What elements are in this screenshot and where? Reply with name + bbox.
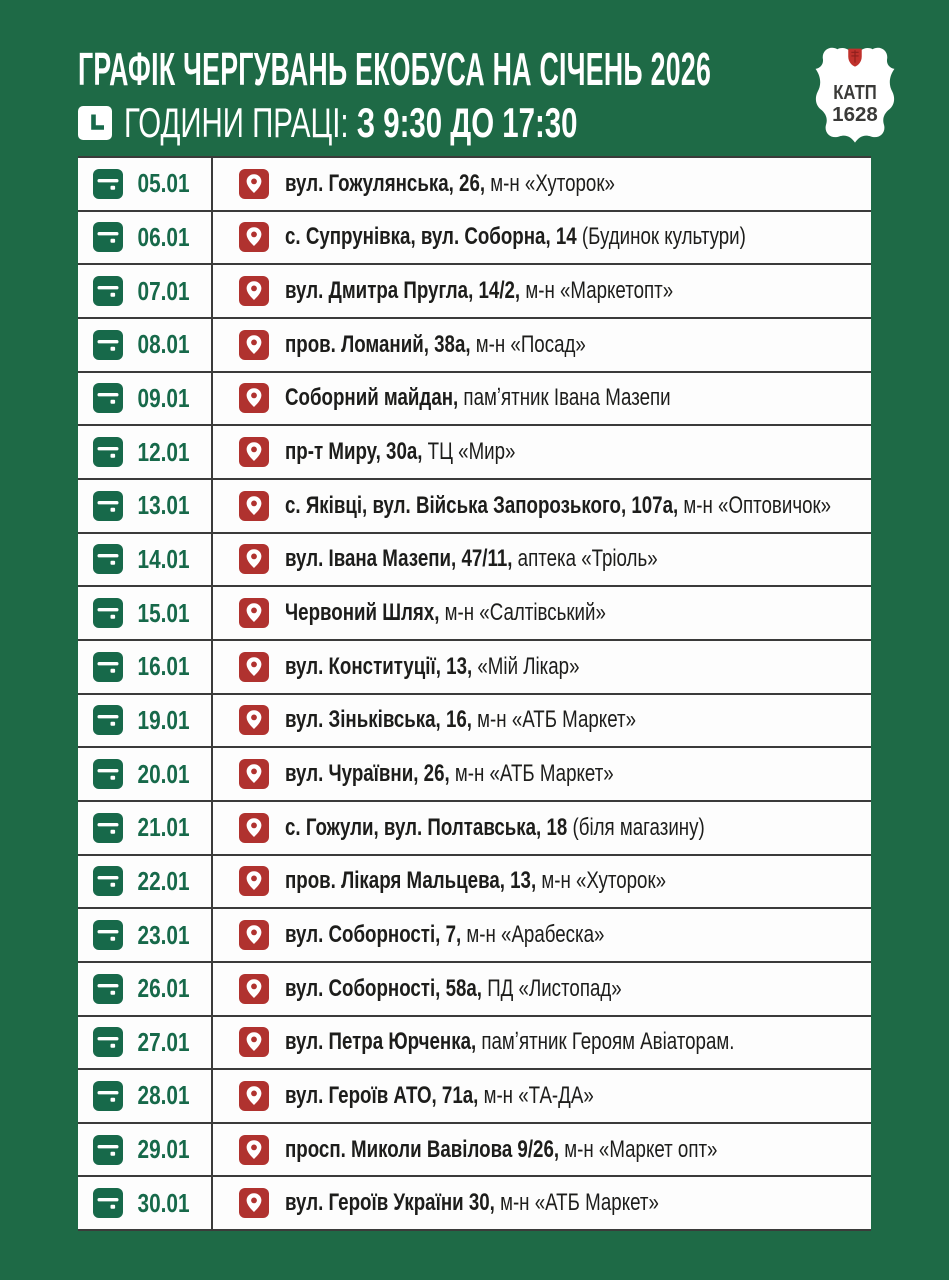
calendar-icon (93, 920, 123, 950)
location-landmark: м-н «Салтівський» (439, 599, 606, 627)
location-pin-icon (239, 222, 269, 252)
work-hours-value: З 9:30 ДО 17:30 (356, 99, 578, 146)
schedule-row (78, 426, 871, 480)
calendar-icon (93, 866, 123, 896)
location-cell (213, 695, 871, 747)
date-cell (78, 1177, 213, 1229)
duty-location (285, 653, 580, 681)
duty-date: 23.01 (137, 919, 190, 950)
location-address: вул. Конституції, 13, (285, 652, 473, 680)
location-landmark: м-н «Маркетопт» (520, 277, 674, 305)
date-cell (78, 534, 213, 586)
duty-date: 05.01 (137, 168, 190, 199)
calendar-icon (93, 974, 123, 1004)
location-address: вул. Героїв АТО, 71а, (285, 1081, 479, 1109)
schedule-row (78, 373, 871, 427)
location-pin-icon (239, 598, 269, 628)
location-pin-icon (239, 652, 269, 682)
location-landmark: (біля магазину) (567, 813, 705, 841)
duty-location (285, 867, 666, 895)
location-pin-icon (239, 1081, 269, 1111)
badge-number-text: 1628 (832, 102, 878, 126)
duty-location (285, 331, 586, 359)
location-pin-icon (239, 759, 269, 789)
location-pin-icon (239, 974, 269, 1004)
calendar-icon (93, 544, 123, 574)
location-pin-icon (239, 1135, 269, 1165)
schedule-row (78, 212, 871, 266)
calendar-icon (93, 276, 123, 306)
location-address: вул. Івана Мазепи, 47/11, (285, 545, 513, 573)
schedule-row (78, 319, 871, 373)
duty-date: 30.01 (137, 1187, 190, 1218)
location-address: с. Яківці, вул. Війська Запорозького, 107а, (285, 491, 679, 519)
location-address: пров. Ломаний, 38а, (285, 330, 471, 358)
schedule-row (78, 1177, 871, 1231)
duty-date: 13.01 (137, 490, 190, 521)
location-landmark: памʼятник Івана Мазепи (458, 384, 671, 412)
duty-location (285, 1136, 717, 1164)
location-landmark: м-н «Маркет опт» (559, 1135, 718, 1163)
calendar-icon (93, 1188, 123, 1218)
duty-date: 09.01 (137, 382, 190, 413)
duty-location (285, 975, 622, 1003)
calendar-icon (93, 222, 123, 252)
location-address: просп. Миколи Вавілова 9/26, (285, 1135, 560, 1163)
duty-location (285, 170, 615, 198)
badge-org-text: КАТП (833, 81, 877, 104)
calendar-icon (93, 1135, 123, 1165)
location-landmark: м-н «АТБ Маркет» (494, 1189, 659, 1217)
schedule-row (78, 963, 871, 1017)
schedule-row (78, 856, 871, 910)
location-cell (213, 158, 871, 210)
duty-date: 28.01 (137, 1080, 190, 1111)
duty-date: 20.01 (137, 758, 190, 789)
location-landmark: памʼятник Героям Авіаторам. (476, 1028, 735, 1056)
location-landmark: м-н «Хуторок» (485, 169, 615, 197)
location-pin-icon (239, 813, 269, 843)
location-pin-icon (239, 705, 269, 735)
location-address: пров. Лікаря Мальцева, 13, (285, 867, 537, 895)
duty-date: 14.01 (137, 543, 190, 574)
schedule-row (78, 534, 871, 588)
location-landmark: ТЦ «Мир» (422, 438, 516, 466)
location-cell (213, 534, 871, 586)
location-cell (213, 373, 871, 425)
calendar-icon (93, 169, 123, 199)
date-cell (78, 748, 213, 800)
duty-location (285, 921, 604, 949)
location-address: с. Гожули, вул. Полтавська, 18 (285, 813, 568, 841)
date-cell (78, 319, 213, 371)
location-landmark: м-н «Хуторок» (536, 867, 667, 895)
calendar-icon (93, 1027, 123, 1057)
location-landmark: аптека «Тріоль» (512, 545, 658, 573)
location-cell (213, 748, 871, 800)
calendar-icon (93, 705, 123, 735)
calendar-icon (93, 330, 123, 360)
location-cell (213, 480, 949, 532)
location-address: вул. Дмитра Пругла, 14/2, (285, 277, 521, 305)
date-cell (78, 802, 213, 854)
date-cell (78, 480, 213, 532)
date-cell (78, 1070, 213, 1122)
location-pin-icon (239, 544, 269, 574)
date-cell (78, 265, 213, 317)
duty-date: 26.01 (137, 973, 190, 1004)
location-cell (213, 587, 871, 639)
date-cell (78, 641, 213, 693)
duty-location (285, 1028, 734, 1056)
location-address: с. Супрунівка, вул. Соборна, 14 (285, 223, 577, 251)
duty-location (285, 438, 515, 466)
date-cell (78, 695, 213, 747)
duty-date: 15.01 (137, 597, 190, 628)
date-cell (78, 1124, 213, 1176)
duty-location (285, 599, 606, 627)
schedule-table (78, 156, 871, 1231)
location-address: вул. Петра Юрченка, (285, 1028, 477, 1056)
calendar-icon (93, 813, 123, 843)
location-address: пр-т Миру, 30а, (285, 438, 423, 466)
calendar-icon (93, 598, 123, 628)
location-cell (213, 963, 871, 1015)
location-landmark: м-н «Арабеска» (461, 921, 605, 949)
duty-date: 08.01 (137, 329, 190, 360)
location-address: вул. Гожулянська, 26, (285, 169, 486, 197)
date-cell (78, 909, 213, 961)
date-cell (78, 1017, 213, 1069)
location-pin-icon (239, 1188, 269, 1218)
location-cell (213, 1177, 871, 1229)
location-pin-icon (239, 276, 269, 306)
location-landmark: м-н «Оптовичок» (678, 491, 832, 519)
schedule-row (78, 909, 871, 963)
schedule-row (78, 695, 871, 749)
location-landmark: м-н «ТА-ДА» (478, 1081, 594, 1109)
date-cell (78, 373, 213, 425)
date-cell (78, 587, 213, 639)
duty-location (285, 492, 831, 520)
work-hours-label: ГОДИНИ ПРАЦІ: (124, 99, 349, 146)
schedule-row (78, 802, 871, 856)
location-cell (213, 265, 871, 317)
location-cell (213, 212, 876, 264)
schedule-row (78, 265, 871, 319)
location-landmark: ПД «Листопад» (481, 974, 622, 1002)
location-cell (213, 319, 871, 371)
date-cell (78, 212, 213, 264)
location-address: Соборний майдан, (285, 384, 459, 412)
location-cell (213, 1124, 871, 1176)
location-landmark: м-н «АТБ Маркет» (471, 706, 636, 734)
location-cell (213, 1017, 871, 1069)
location-landmark: «Мій Лікар» (472, 652, 580, 680)
date-cell (78, 963, 213, 1015)
location-pin-icon (239, 491, 269, 521)
location-landmark: м-н «Посад» (470, 330, 586, 358)
duty-location (285, 277, 673, 305)
katp-1628-badge (803, 44, 907, 154)
location-pin-icon (239, 920, 269, 950)
duty-date: 12.01 (137, 436, 190, 467)
calendar-icon (93, 383, 123, 413)
duty-location (285, 1189, 659, 1217)
calendar-icon (93, 759, 123, 789)
schedule-row (78, 480, 871, 534)
schedule-row (78, 1124, 871, 1178)
duty-location (285, 706, 636, 734)
location-address: вул. Соборності, 58а, (285, 974, 482, 1002)
schedule-row (78, 587, 871, 641)
location-pin-icon (239, 437, 269, 467)
duty-location (285, 384, 671, 412)
calendar-icon (93, 1081, 123, 1111)
duty-location (285, 760, 614, 788)
location-landmark: (Будинок культури) (576, 223, 746, 251)
duty-date: 19.01 (137, 704, 190, 735)
duty-date: 21.01 (137, 812, 190, 843)
location-pin-icon (239, 169, 269, 199)
location-address: вул. Соборності, 7, (285, 921, 462, 949)
duty-date: 16.01 (137, 651, 190, 682)
location-cell (213, 426, 871, 478)
location-cell (213, 641, 871, 693)
duty-location (285, 1082, 594, 1110)
duty-date: 22.01 (137, 865, 190, 896)
calendar-icon (93, 437, 123, 467)
location-cell (213, 856, 871, 908)
location-pin-icon (239, 866, 269, 896)
schedule-row (78, 1017, 871, 1071)
duty-location (285, 223, 746, 251)
work-hours-text (124, 101, 577, 145)
location-cell (213, 909, 871, 961)
schedule-row (78, 748, 871, 802)
location-pin-icon (239, 330, 269, 360)
duty-location (285, 814, 705, 842)
date-cell (78, 426, 213, 478)
location-address: вул. Чураївни, 26, (285, 760, 450, 788)
schedule-row (78, 158, 871, 212)
location-cell (213, 802, 871, 854)
location-address: Червоний Шлях, (285, 599, 440, 627)
location-cell (213, 1070, 871, 1122)
location-address: вул. Героїв України 30, (285, 1189, 495, 1217)
duty-date: 27.01 (137, 1026, 190, 1057)
duty-date: 29.01 (137, 1134, 190, 1165)
calendar-icon (93, 652, 123, 682)
calendar-icon (93, 491, 123, 521)
duty-date: 07.01 (137, 275, 190, 306)
location-landmark: м-н «АТБ Маркет» (449, 760, 614, 788)
clock-icon (78, 106, 112, 140)
schedule-row (78, 641, 871, 695)
duty-location (285, 545, 658, 573)
schedule-row (78, 1070, 871, 1124)
location-pin-icon (239, 1027, 269, 1057)
date-cell (78, 158, 213, 210)
date-cell (78, 856, 213, 908)
duty-date: 06.01 (137, 221, 190, 252)
location-address: вул. Зіньківська, 16, (285, 706, 472, 734)
poster-title: ГРАФІК ЧЕРГУВАНЬ ЕКОБУСА НА СІЧЕНЬ 2026 (78, 43, 712, 95)
location-pin-icon (239, 383, 269, 413)
